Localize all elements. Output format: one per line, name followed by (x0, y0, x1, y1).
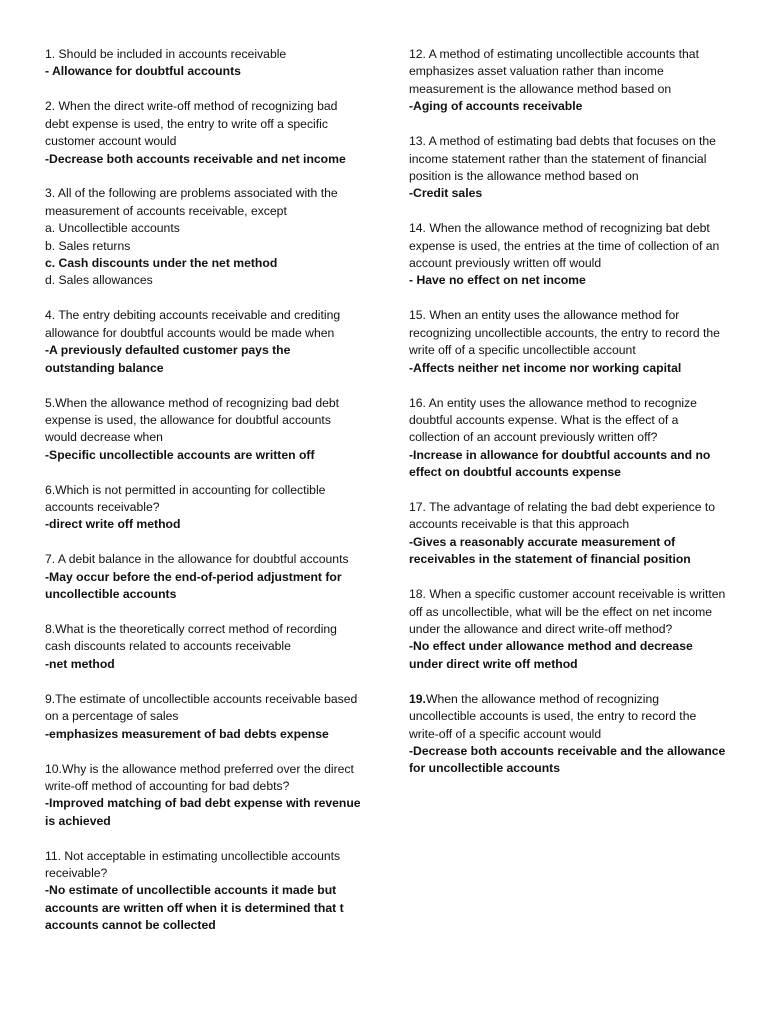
answer-text: -Improved matching of bad debt expense with revenue is achieved (45, 796, 361, 828)
qa-item-10 (45, 761, 363, 831)
question-text: 4. The entry debiting accounts receivable and crediting allowance for doubtful accounts would be made when (45, 308, 341, 340)
answer-text: -Decrease both accounts receivable and net income (45, 151, 346, 166)
question-text: 3. All of the following are problems associated with the measurement of accounts receivable, except (45, 186, 338, 218)
option-a: a. Uncollectible accounts (45, 221, 180, 236)
answer-text: -Aging of accounts receivable (409, 99, 583, 114)
qa-item-18 (409, 586, 727, 673)
answer-text: -Affects neither net income nor working capital (409, 360, 682, 375)
question-text: 15. When an entity uses the allowance method for recognizing uncollectible accounts, the entry to record the write off of a specific uncollectible account (409, 308, 720, 358)
question-text: 10.Why is the allowance method preferred over the direct write-off method of accounting for bad debts? (45, 761, 354, 793)
qa-item-7 (45, 551, 363, 603)
question-text: 5.When the allowance method of recognizing bad debt expense is used, the allowance for doubtful accounts would decrease when (45, 395, 340, 445)
question-text: 6.Which is not permitted in accounting for collectible accounts receivable? (45, 482, 326, 515)
question-body: When the allowance method of recognizing uncollectible accounts is used, the entry to record the write-off of a specific account would (409, 691, 697, 741)
qa-item-12 (409, 46, 727, 116)
question-text: 16. An entity uses the allowance method to recognize doubtful accounts expense. What is the effect of a collection of an account previously written off? (409, 395, 697, 445)
qa-item-2 (45, 98, 363, 168)
qa-item-3 (45, 185, 363, 289)
answer-text: -Decrease both accounts receivable and the allowance for uncollectible accounts (409, 743, 726, 776)
question-text: 11. Not acceptable in estimating uncollectible accounts receivable? (45, 848, 341, 881)
answer-text: -No estimate of uncollectible accounts it made but accounts are written off when it is determined that t accounts cannot be collected (45, 883, 344, 933)
question-text (409, 691, 727, 743)
answer-text: -net method (45, 656, 115, 671)
answer-text: -Specific uncollectible accounts are written off (45, 447, 315, 462)
right-column (409, 46, 727, 1024)
question-text: 7. A debit balance in the allowance for doubtful accounts (45, 552, 349, 567)
question-text: 2. When the direct write-off method of recognizing bad debt expense is used, the entry to write off a specific customer account would (45, 99, 338, 149)
answer-text: -A previously defaulted customer pays the outstanding balance (45, 343, 291, 375)
qa-item-11 (45, 848, 363, 935)
qa-item-1 (45, 46, 363, 81)
answer-text: - Have no effect on net income (409, 273, 586, 288)
qa-item-8 (45, 621, 363, 673)
question-text: 1. Should be included in accounts receivable (45, 47, 287, 61)
qa-item-15 (409, 307, 727, 377)
qa-item-19 (409, 691, 727, 778)
answer-text: - Allowance for doubtful accounts (45, 64, 241, 79)
question-text: 9.The estimate of uncollectible accounts receivable based on a percentage of sales (45, 691, 358, 724)
qa-item-5 (45, 395, 363, 465)
qa-item-9 (45, 691, 363, 743)
answer-text: -Increase in allowance for doubtful accounts and no effect on doubtful accounts expense (409, 447, 711, 480)
question-text: 18. When a specific customer account receivable is written off as uncollectible, what will be the effect on net income under the allowance and direct write-off method? (409, 587, 726, 636)
qa-item-17 (409, 499, 727, 569)
qa-item-4 (45, 307, 363, 377)
question-number: 19. (409, 691, 426, 706)
qa-item-13 (409, 133, 727, 203)
option-d: d. Sales allowances (45, 273, 153, 288)
option-c-correct: c. Cash discounts under the net method (45, 256, 278, 271)
answer-text: -emphasizes measurement of bad debts expense (45, 726, 329, 741)
left-column (45, 46, 363, 1024)
option-b: b. Sales returns (45, 238, 131, 253)
question-text: 14. When the allowance method of recognizing bat debt expense is used, the entries at the time of collection of an account previously written off would (409, 221, 720, 271)
answer-text: -Gives a reasonably accurate measurement of receivables in the statement of financial position (409, 534, 691, 567)
qa-item-14 (409, 220, 727, 290)
answer-text: -Credit sales (409, 186, 483, 201)
qa-item-16 (409, 395, 727, 482)
question-text: 12. A method of estimating uncollectible accounts that emphasizes asset valuation rather than income measurement is the allowance method based on (409, 47, 699, 96)
answer-text: -No effect under allowance method and decrease under direct write off method (409, 639, 693, 671)
question-text: 17. The advantage of relating the bad debt experience to accounts receivable is that this approach (409, 500, 716, 532)
qa-item-6 (45, 482, 363, 534)
answer-text: -May occur before the end-of-period adjustment for uncollectible accounts (45, 569, 342, 602)
question-text: 8.What is the theoretically correct method of recording cash discounts related to accounts receivable (45, 622, 337, 654)
answer-text: -direct write off method (45, 517, 181, 532)
question-text: 13. A method of estimating bad debts that focuses on the income statement rather than the statement of financial position is the allowance method based on (409, 134, 716, 183)
